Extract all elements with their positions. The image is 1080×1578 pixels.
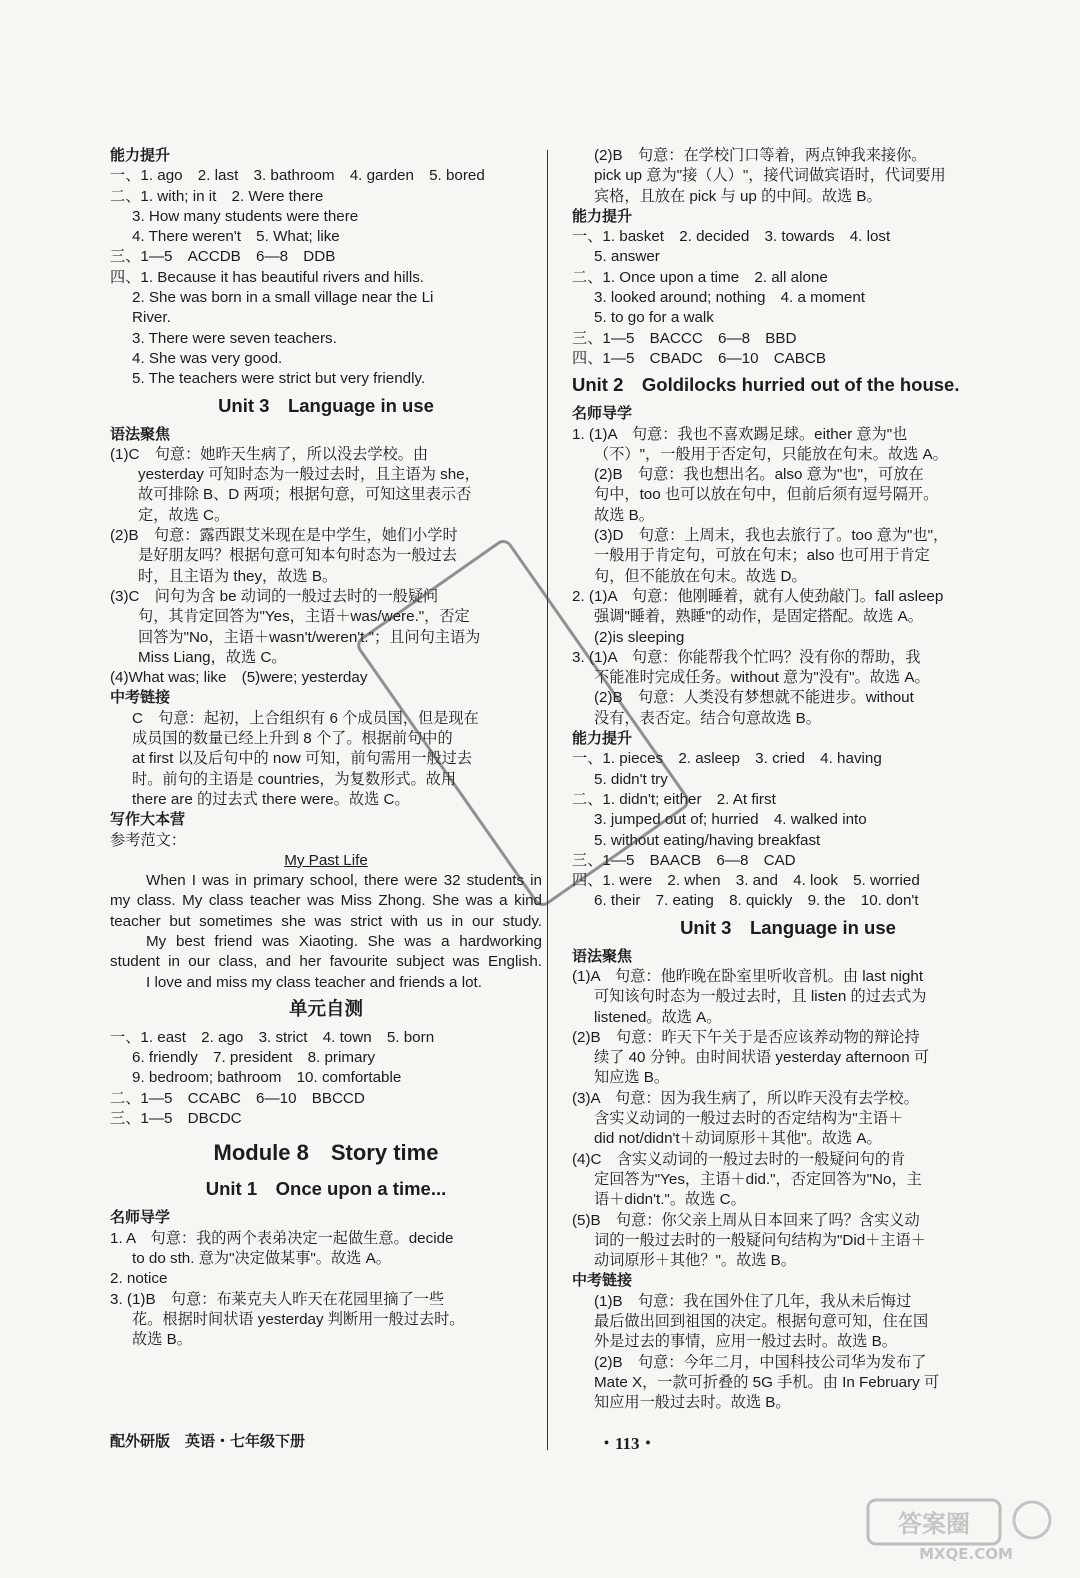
text-line: 知应用一般过去时。故选 B。: [594, 1394, 791, 1412]
essay-paragraph: When I was in primary school, there were 32 students in my class. My class teacher was Miss Zhong. She was a kind teacher but sometimes she was strict with us in our study.: [110, 872, 542, 930]
text-line: (2)B 句意：露西跟艾米现在是中学生，她们小学时: [110, 527, 458, 545]
text-line: 6. friendly 7. president 8. primary: [132, 1049, 376, 1067]
column-divider: [547, 150, 548, 1450]
text-line: 故选 B。: [594, 506, 654, 524]
text-line: to do sth. 意为"决定做某事"。故选 A。: [132, 1249, 391, 1267]
unit-heading: 单元自测: [288, 997, 363, 1019]
text-line: 2. She was born in a small village near the Li: [132, 289, 434, 307]
text-line: 参考范文：: [110, 831, 186, 849]
text-line: (2)B 句意：我也想出名。also 意为"也"，可放在: [594, 466, 924, 484]
text-line: (3)D 句意：上周末，我也去旅行了。too 意为"也"，: [594, 527, 949, 545]
text-line: 四、1—5 CBADC 6—10 CABCB: [572, 349, 827, 367]
section-heading: 能力提升: [572, 207, 633, 225]
text-line: 一、1. ago 2. last 3. bathroom 4. garden 5. bored: [110, 167, 485, 185]
text-line: (2)is sleeping: [594, 628, 685, 646]
text-line: there are 的过去式 there were。故选 C。: [132, 790, 410, 808]
text-line: 3. jumped out of; hurried 4. walked into: [594, 811, 867, 829]
text-line: 时，且主语为 they，故选 B。: [138, 567, 338, 585]
text-line: (4)C 含实义动词的一般过去时的一般疑问句的肯: [572, 1150, 906, 1168]
text-line: 是好朋友吗？根据句意可知本句时态为一般过去: [138, 547, 457, 565]
text-line: 句，但不能放在句末。故选 D。: [594, 567, 807, 585]
text-line: 可知该句时态为一般过去时，且 listen 的过去式为: [594, 988, 927, 1006]
text-line: 动词原形＋其他？"。故选 B。: [594, 1252, 796, 1270]
text-line: (2)B 句意：在学校门口等着，两点钟我来接你。: [594, 147, 927, 164]
essay-paragraph: My best friend was Xiaoting. She was a hardworking student in our class, and her favourite subject was English.: [110, 932, 542, 971]
text-line: 没有，表否定。结合句意故选 B。: [594, 709, 821, 727]
text-line: listened。故选 A。: [594, 1008, 722, 1026]
text-line: 4. She was very good.: [132, 349, 283, 367]
text-line: 9. bedroom; bathroom 10. comfortable: [132, 1069, 402, 1087]
text-line: 1. (1)A 句意：我也不喜欢踢足球。either 意为"也: [572, 425, 908, 443]
text-line: 3. (1)B 句意：布莱克夫人昨天在花园里摘了一些: [110, 1290, 445, 1308]
text-line: 二、1. with; in it 2. Were there: [110, 187, 324, 205]
text-line: 花。根据时间状语 yesterday 判断用一般过去时。: [132, 1310, 465, 1328]
text-line: 句，其肯定回答为"Yes，主语＋was/were."，否定: [138, 608, 470, 626]
section-heading: 写作大本营: [110, 811, 186, 829]
text-line: 5. to go for a walk: [594, 309, 714, 327]
text-line: 四、1. were 2. when 3. and 4. look 5. worried: [572, 872, 920, 890]
watermark-logo-icon: [866, 1498, 1062, 1562]
section-heading: 中考链接: [110, 689, 171, 707]
text-line: 强调"睡着，熟睡"的动作，是固定搭配。故选 A。: [594, 608, 923, 626]
text-line: 成员国的数量已经上升到 8 个了。根据前句中的: [132, 730, 453, 748]
essay-title: My Past Life: [284, 851, 368, 869]
section-heading: 名师导学: [572, 405, 633, 423]
text-line: yesterday 可知时态为一般过去时，且主语为 she，: [138, 466, 480, 484]
right-column: [572, 146, 1004, 1414]
text-line: (1)B 句意：我在国外住了几年，我从未后悔过: [594, 1292, 912, 1310]
text-line: 4. There weren't 5. What; like: [132, 228, 340, 246]
text-line: 一般用于肯定句，可放在句末；also 也可用于肯定: [594, 547, 930, 565]
section-heading: 语法聚焦: [572, 947, 633, 965]
text-line: (5)B 句意：你父亲上周从日本回来了吗？含实义动: [572, 1211, 920, 1229]
section-heading: 能力提升: [110, 147, 171, 164]
left-column: [110, 146, 542, 1350]
watermark-site: MXQE.COM: [919, 1545, 1013, 1562]
text-line: 3. (1)A 句意：你能帮我个忙吗？没有你的帮助，我: [572, 648, 921, 666]
text-line: 句中，too 也可以放在句中，但前后须有逗号隔开。: [594, 486, 939, 504]
text-line: 一、1. east 2. ago 3. strict 4. town 5. born: [110, 1028, 435, 1046]
unit-heading: Unit 3 Language in use: [218, 394, 434, 416]
section-heading: 中考链接: [572, 1272, 633, 1290]
section-heading: 能力提升: [572, 730, 633, 748]
text-line: 词的一般过去时的一般疑问句结构为"Did＋主语＋: [594, 1231, 926, 1249]
text-line: 6. their 7. eating 8. quickly 9. the 10. don't: [594, 892, 919, 910]
text-line: 知应选 B。: [594, 1069, 670, 1087]
footer-edition: 配外研版 英语・七年级下册: [110, 1433, 306, 1450]
text-line: 1. A 句意：我的两个表弟决定一起做生意。decide: [110, 1229, 454, 1247]
text-line: 不能准时完成任务。without 意为"没有"。故选 A。: [594, 669, 930, 687]
watermark-logo: [866, 1498, 1062, 1562]
page-number: ・113・: [598, 1434, 657, 1453]
text-line: 三、1—5 ACCDB 6—8 DDB: [110, 248, 336, 266]
text-line: 5. The teachers were strict but very friendly.: [132, 370, 426, 388]
text-line: 续了 40 分钟。由时间状语 yesterday afternoon 可: [594, 1049, 930, 1067]
text-line: 2. notice: [110, 1270, 168, 1288]
text-line: 3. How many students were there: [132, 207, 359, 225]
text-line: 故选 B。: [132, 1331, 192, 1349]
text-line: 二、1—5 CCABC 6—10 BBCCD: [110, 1089, 365, 1107]
text-line: 四、1. Because it has beautiful rivers and hills.: [110, 268, 425, 286]
text-line: 语＋didn't."。故选 C。: [594, 1191, 746, 1209]
text-line: (2)B 句意：人类没有梦想就不能进步。without: [594, 689, 914, 707]
watermark-chars: 答案圈: [898, 1510, 970, 1538]
text-line: did not/didn't＋动词原形＋其他"。故选 A。: [594, 1130, 882, 1148]
text-line: 定回答为"Yes，主语＋did."，否定回答为"No，主: [594, 1170, 922, 1188]
text-line: 5. without eating/having breakfast: [594, 831, 821, 849]
text-line: 一、1. basket 2. decided 3. towards 4. lost: [572, 228, 891, 246]
text-line: at first 以及后句中的 now 可知，前句需用一般过去: [132, 750, 473, 768]
text-line: 3. looked around; nothing 4. a moment: [594, 289, 866, 307]
text-line: 三、1—5 BAACB 6—8 CAD: [572, 851, 796, 869]
text-line: (2)B 句意：今年二月，中国科技公司华为发布了: [594, 1353, 927, 1371]
text-line: Mate X，一款可折叠的 5G 手机。由 In February 可: [594, 1373, 940, 1391]
text-line: 5. didn't try: [594, 770, 668, 788]
text-line: 三、1—5 DBCDC: [110, 1110, 242, 1128]
text-line: 3. There were seven teachers.: [132, 329, 337, 347]
text-line: River.: [132, 309, 171, 327]
text-line: 回答为"No，主语＋wasn't/weren't."；且问句主语为: [138, 628, 481, 646]
essay-paragraph: I love and miss my class teacher and friends a lot.: [146, 973, 482, 991]
text-line: pick up 意为"接（人）"，接代词做宾语时，代词要用: [594, 167, 946, 185]
unit-heading: Unit 3 Language in use: [680, 916, 896, 938]
text-line: (4)What was; like (5)were; yesterday: [110, 669, 368, 687]
text-line: 宾格，且放在 pick 与 up 的中间。故选 B。: [594, 187, 882, 205]
text-line: Miss Liang，故选 C。: [138, 648, 287, 666]
text-line: 含实义动词的一般过去时的否定结构为"主语＋: [594, 1110, 904, 1128]
text-line: (1)A 句意：他昨晚在卧室里听收音机。由 last night: [572, 967, 924, 985]
section-heading: 语法聚焦: [110, 425, 171, 443]
text-line: 二、1. didn't; either 2. At first: [572, 790, 776, 808]
module-heading: Module 8 Story time: [213, 1140, 439, 1166]
text-line: 故可排除 B、D 两项；根据句意，可知这里表示否: [138, 486, 472, 504]
text-line: 一、1. pieces 2. asleep 3. cried 4. having: [572, 750, 882, 768]
text-line: 外是过去的事情，应用一般过去时。故选 B。: [594, 1333, 897, 1351]
text-line: 定，故选 C。: [138, 506, 230, 524]
text-line: （不）"，一般用于否定句，只能放在句末。故选 A。: [594, 445, 948, 463]
text-line: C 句意：起初，上合组织有 6 个成员国，但是现在: [132, 709, 479, 727]
text-line: 5. answer: [594, 248, 660, 266]
text-line: 二、1. Once upon a time 2. all alone: [572, 268, 828, 286]
unit-heading: Unit 2 Goldilocks hurried out of the house.: [572, 374, 960, 396]
text-line: 最后做出回到祖国的决定。根据句意可知，住在国: [594, 1313, 929, 1331]
text-line: 时。前句的主语是 countries，为复数形式。故用: [132, 770, 457, 788]
text-line: 三、1—5 BACCC 6—8 BBD: [572, 329, 797, 347]
text-line: (2)B 句意：昨天下午关于是否应该养动物的辩论持: [572, 1028, 920, 1046]
text-line: (1)C 句意：她昨天生病了，所以没去学校。由: [110, 445, 429, 463]
text-line: (3)A 句意：因为我生病了，所以昨天没有去学校。: [572, 1089, 919, 1107]
unit-heading: Unit 1 Once upon a time...: [205, 1178, 447, 1200]
text-line: (3)C 问句为含 be 动词的一般过去时的一般疑问: [110, 587, 439, 605]
section-heading: 名师导学: [110, 1209, 171, 1227]
text-line: 2. (1)A 句意：他刚睡着，就有人使劲敲门。fall asleep: [572, 587, 944, 605]
